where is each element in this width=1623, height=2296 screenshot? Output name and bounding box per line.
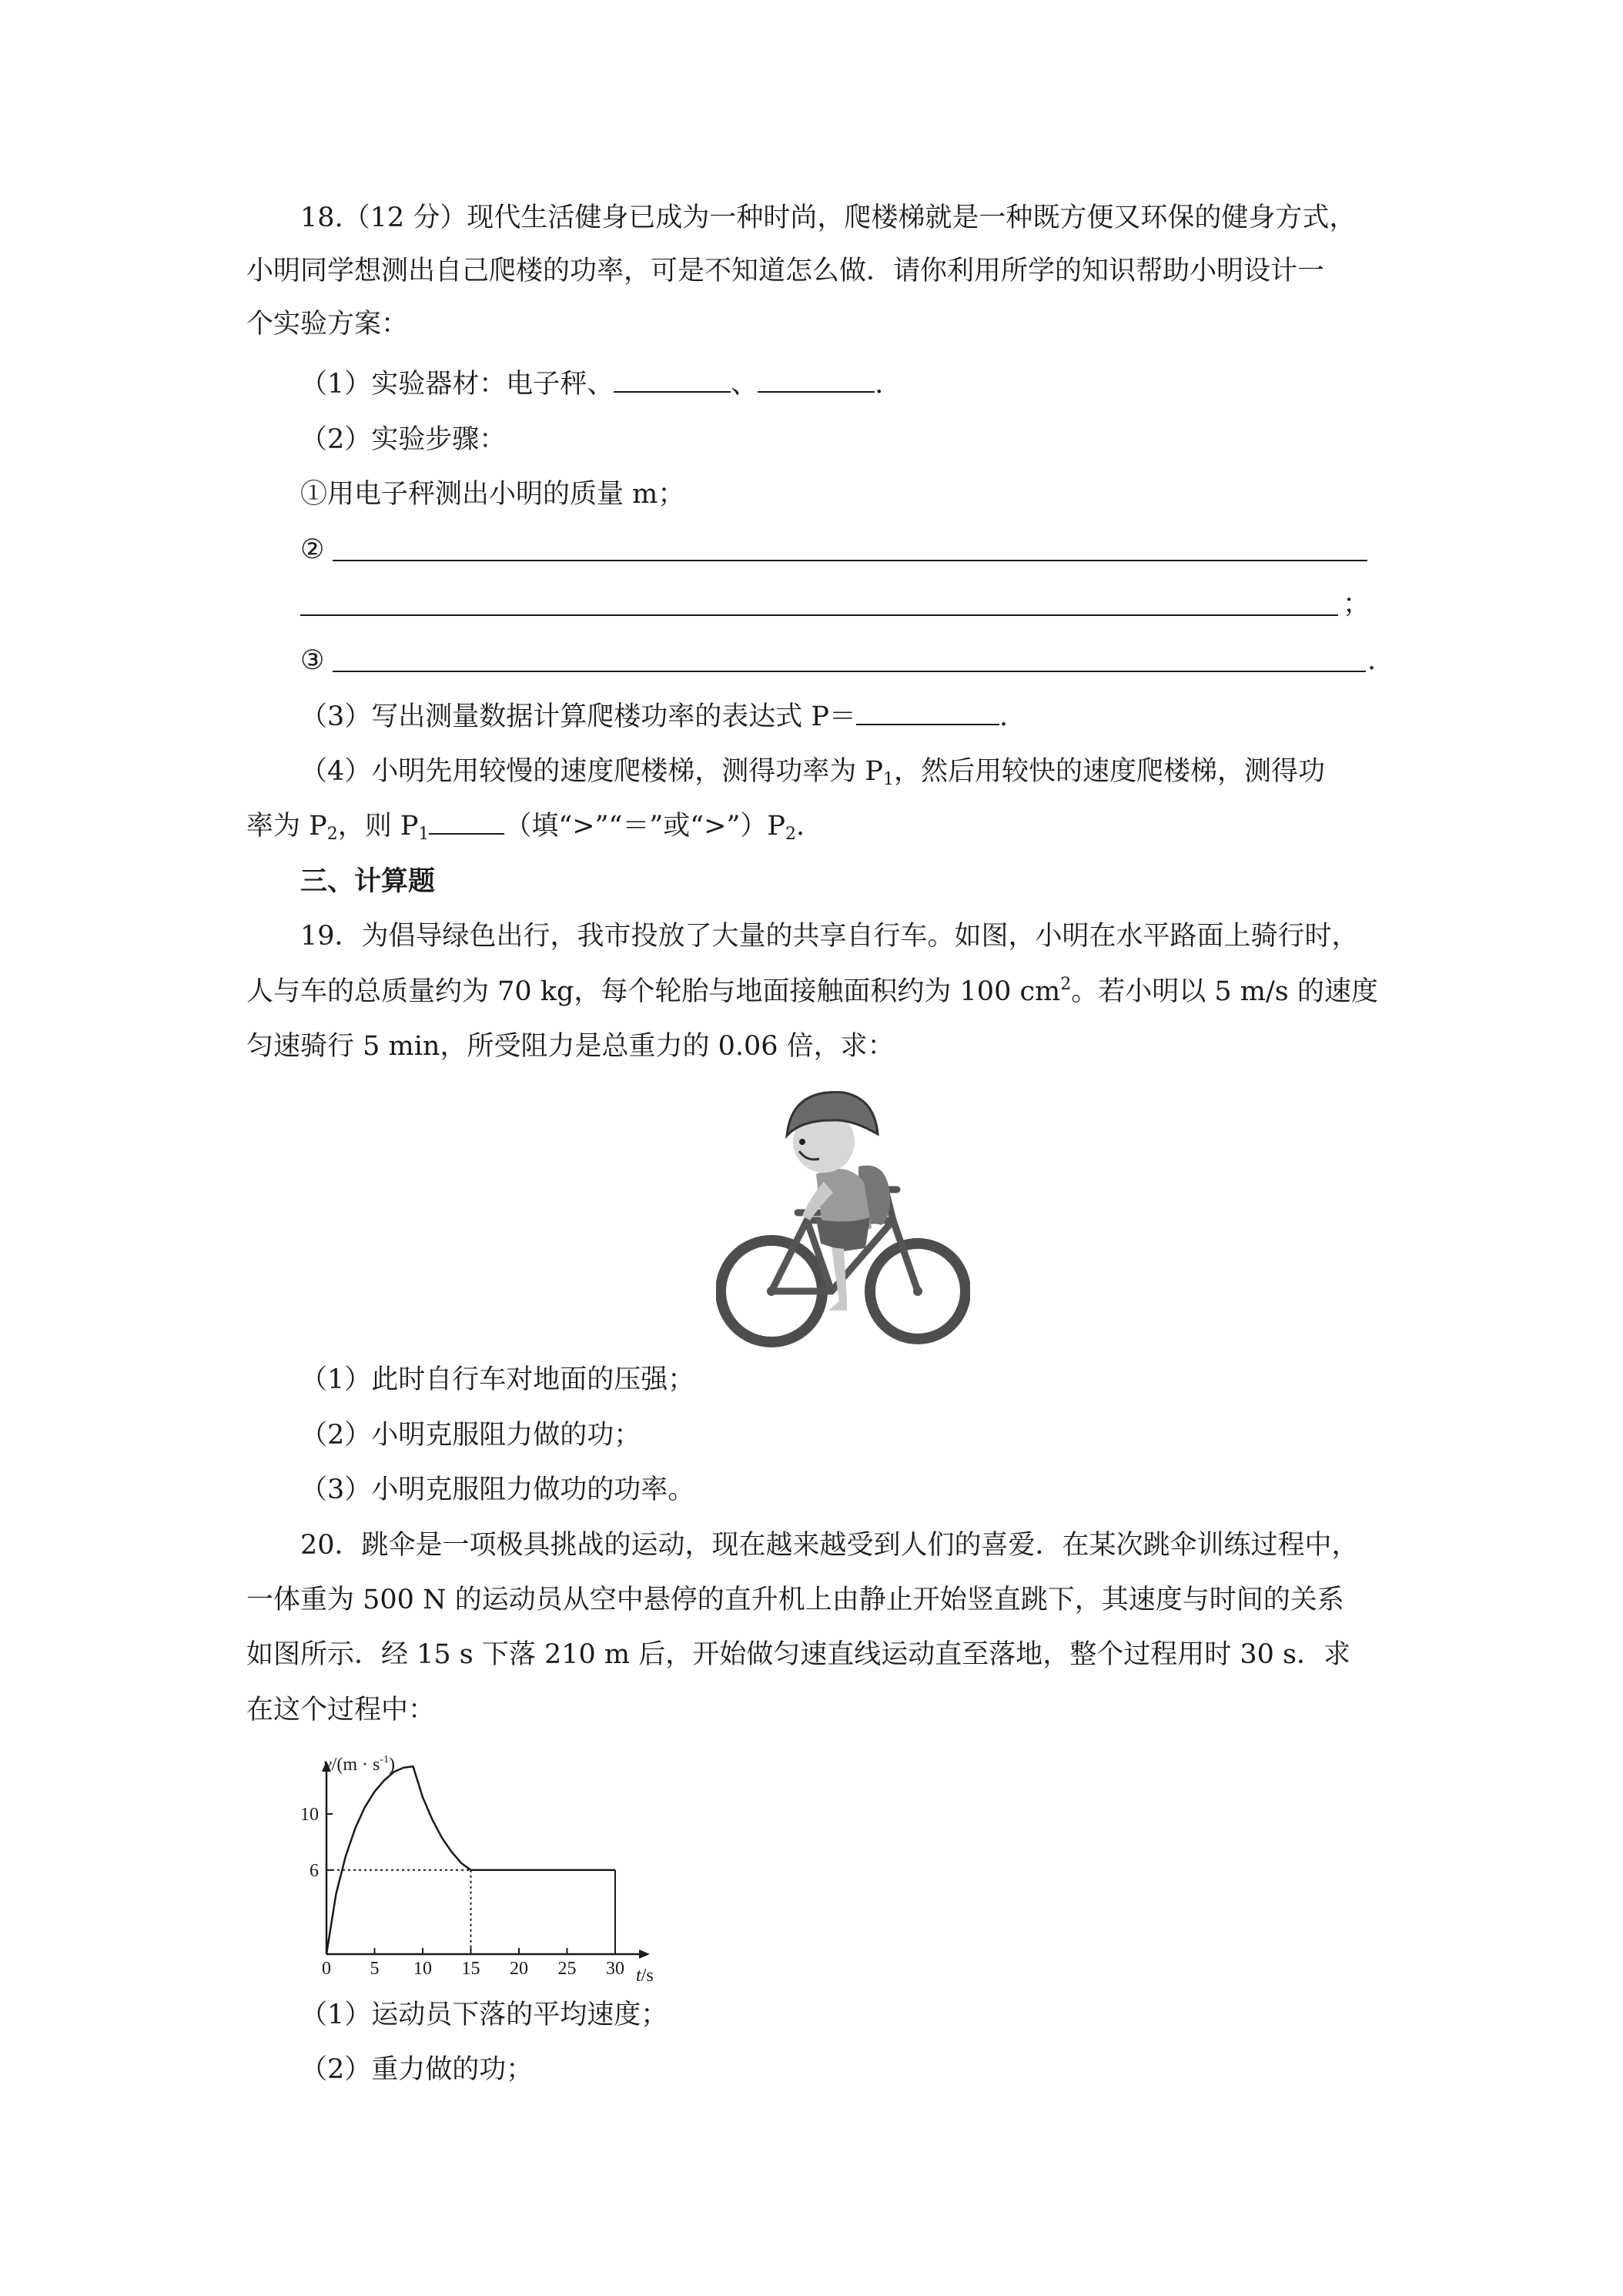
q18-part3-end: . <box>999 701 1009 732</box>
x-tick-label: 0 <box>322 1959 331 1979</box>
q18-step2-mark: ② <box>300 534 325 565</box>
x-tick-label: 10 <box>413 1959 432 1979</box>
q18-part4-sub2: 2 <box>326 825 338 844</box>
x-tick-label: 20 <box>510 1959 528 1979</box>
q20-line1: 20．跳伞是一项极具挑战的运动，现在越来越受到人们的喜爱．在某次跳伞训练过程中， <box>300 1530 1359 1561</box>
x-tick-label: 5 <box>370 1959 380 1979</box>
q19-sub2: （2）小明克服阻力做的功； <box>300 1420 641 1451</box>
q18-part4-text-f: . <box>795 811 805 842</box>
q19-line2-sup: 2 <box>1060 975 1072 994</box>
q18-part4-sub3: 1 <box>418 825 430 844</box>
x-tick-label: 25 <box>557 1959 577 1979</box>
q19-line3: 匀速骑行 5 min，所受阻力是总重力的 0.06 倍，求： <box>246 1031 895 1062</box>
q18-intro-line3: 个实验方案： <box>246 309 409 340</box>
y-axis-label: $v/(m \cdot s^{-1})$ <box>323 1754 395 1775</box>
q18-part4-sub1: 1 <box>882 770 894 789</box>
q18-part4-text-b: ，然后用较快的速度爬楼梯，测得功 <box>893 756 1325 787</box>
q20-sub1: （1）运动员下落的平均速度； <box>300 2000 668 2030</box>
q18-part4-line1 <box>300 752 1325 791</box>
q18-part3-text: （3）写出测量数据计算爬楼功率的表达式 P＝ <box>300 701 856 732</box>
q18-part2: （2）实验步骤： <box>300 424 507 455</box>
q18-step3-end: . <box>1367 645 1377 676</box>
child-cycling-illustration <box>716 1082 970 1351</box>
q18-part1-text: （1）实验器材：电子秤、 <box>300 369 614 400</box>
y-tick-label: 10 <box>300 1805 319 1825</box>
q18-part4-text-d: ，则 P <box>337 811 419 842</box>
q18-step1: ①用电子秤测出小明的质量 m； <box>300 479 685 510</box>
answer-blank-compare[interactable] <box>429 810 504 835</box>
answer-blank-equipment-1[interactable] <box>614 368 731 393</box>
q18-part1-end: . <box>875 369 884 400</box>
q19-sub1: （1）此时自行车对地面的压强； <box>300 1364 695 1395</box>
q18-part4-text-a: （4）小明先用较慢的速度爬楼梯，测得功率为 P <box>300 756 883 787</box>
q19-sub3: （3）小明克服阻力做功的功率。 <box>300 1474 695 1505</box>
q19-line2-text-b: 。若小明以 5 m/s 的速度 <box>1071 976 1378 1007</box>
velocity-time-chart <box>277 1744 678 1990</box>
q18-part4-line2 <box>246 807 805 845</box>
q20-line3: 如图所示．经 15 s 下落 210 m 后，开始做匀速直线运动直至落地，整个过程用时 30 s．求 <box>246 1639 1350 1670</box>
q18-part4-text-c: 率为 P <box>246 811 327 842</box>
q18-part1-sep: 、 <box>731 369 758 400</box>
q18-part1 <box>300 365 883 403</box>
q18-intro-line1: 18.（12 分）现代生活健身已成为一种时尚，爬楼梯就是一种既方便又环保的健身方式， <box>300 202 1357 233</box>
y-tick-label: 6 <box>310 1860 319 1881</box>
shorts-icon <box>816 1217 870 1251</box>
answer-line-step3[interactable] <box>333 671 1366 672</box>
q19-line1: 19．为倡导绿色出行，我市投放了大量的共享自行车。如图，小明在水平路面上骑行时， <box>300 921 1359 952</box>
q20-line2: 一体重为 500 N 的运动员从空中悬停的直升机上由静止开始竖直跳下，其速度与时间的关系 <box>246 1585 1344 1615</box>
q20-sub2: （2）重力做的功； <box>300 2054 534 2085</box>
eye-icon <box>799 1139 805 1145</box>
section-heading-calculation: 三、计算题 <box>300 865 436 897</box>
answer-line-step2-a[interactable] <box>333 560 1367 561</box>
q18-part4-text-e: （填“>”“＝”或“>”）P <box>504 811 785 842</box>
q18-part4-sub4: 2 <box>785 825 796 844</box>
q20-line4: 在这个过程中： <box>246 1695 436 1725</box>
leg-icon <box>828 1247 847 1310</box>
q18-part3 <box>300 698 1008 736</box>
q18-intro-line2: 小明同学想测出自己爬楼的功率，可是不知道怎么做．请你利用所学的知识帮助小明设计一 <box>246 256 1325 286</box>
q18-step2-end: ； <box>1343 589 1370 620</box>
x-axis-label: t/s <box>636 1966 654 1986</box>
x-axis-arrow-icon <box>639 1950 650 1959</box>
x-tick-label: 30 <box>606 1959 624 1979</box>
answer-blank-expression[interactable] <box>856 701 999 725</box>
answer-blank-equipment-2[interactable] <box>758 368 875 393</box>
q19-line2 <box>246 972 1378 1011</box>
q19-line2-text-a: 人与车的总质量约为 70 kg，每个轮胎与地面接触面积约为 100 cm <box>246 976 1061 1007</box>
answer-line-step2-b[interactable] <box>300 614 1338 616</box>
q18-step3-mark: ③ <box>300 645 325 676</box>
x-tick-label: 15 <box>461 1959 480 1979</box>
